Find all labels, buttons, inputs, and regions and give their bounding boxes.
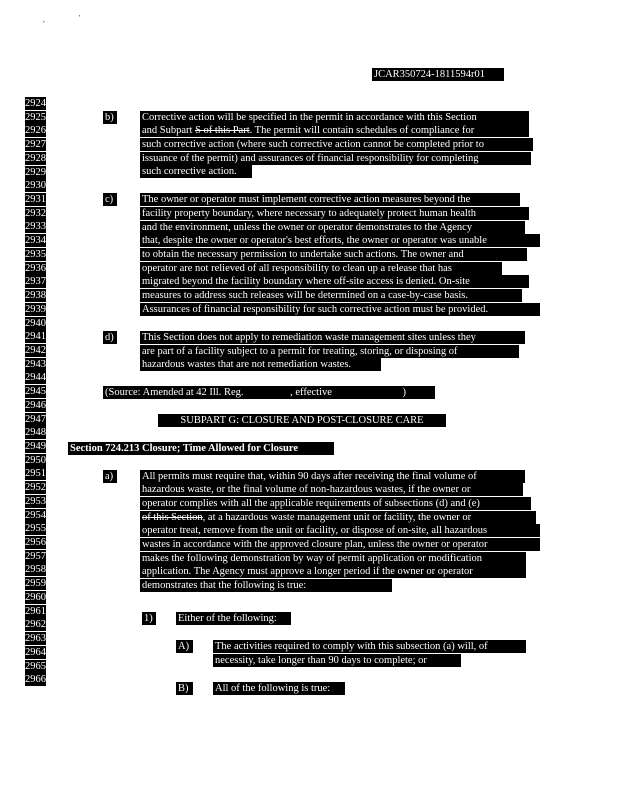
line-number: 2944 <box>25 372 46 383</box>
para-c-line: to obtain the necessary permission to undertake such actions. The owner and <box>140 248 527 261</box>
para-c-line: migrated beyond the facility boundary where off-site access is denied. On-site <box>140 275 529 288</box>
para-a-label: a) <box>103 470 117 483</box>
para-b-line: issuance of the permit) and assurances of financial responsibility for completing <box>140 152 531 165</box>
line-number: 2959 <box>25 578 46 589</box>
line-number: 2925 <box>25 112 46 123</box>
para-a-line: All permits must require that, within 90 days after receiving the final volume of <box>140 470 525 483</box>
para-c-line: Assurances of financial responsibility for such corrective action must be provided. <box>140 303 540 316</box>
para-c-label: c) <box>103 193 117 206</box>
line-number: 2938 <box>25 290 46 301</box>
line-number: 2939 <box>25 304 46 315</box>
line-number: 2966 <box>25 674 46 685</box>
para-a-line: of this Section, at a hazardous waste management unit or facility, the owner or <box>140 511 536 524</box>
item-a-label: A) <box>176 640 193 653</box>
subpart-heading: SUBPART G: CLOSURE AND POST-CLOSURE CARE <box>158 414 446 427</box>
line-number: 2949 <box>25 441 46 452</box>
line-number: 2936 <box>25 263 46 274</box>
deleted-text: S of this Part <box>195 125 250 136</box>
para-a-line: demonstrates that the following is true: <box>140 579 392 592</box>
item-1-label: 1) <box>142 612 156 625</box>
para-c-line: facility property boundary, where necessary to adequately protect human health <box>140 207 529 220</box>
section-heading: Section 724.213 Closure; Time Allowed for Closure <box>68 442 334 455</box>
deleted-text: of this Section <box>142 512 203 523</box>
source-note: (Source: Amended at 42 Ill. Reg. , effective ) <box>103 386 435 399</box>
item-1-text: Either of the following: <box>176 612 291 625</box>
para-a-line: hazardous waste, or the final volume of non-hazardous wastes, if the owner or <box>140 483 523 496</box>
line-number: 2952 <box>25 482 46 493</box>
line-number: 2924 <box>25 98 46 109</box>
para-c-line: that, despite the owner or operator's best efforts, the owner or operator was unable <box>140 234 540 247</box>
line-number: 2941 <box>25 331 46 342</box>
para-b-line: such corrective action. <box>140 165 252 178</box>
item-b-text: All of the following is true: <box>213 682 345 695</box>
line-number: 2926 <box>25 125 46 136</box>
line-number: 2928 <box>25 153 46 164</box>
para-b-line: and Subpart S of this Part. The permit will contain schedules of compliance for <box>140 124 529 137</box>
line-number: 2948 <box>25 427 46 438</box>
line-number: 2945 <box>25 386 46 397</box>
line-number: 2934 <box>25 235 46 246</box>
para-d-label: d) <box>103 331 117 344</box>
line-number: 2960 <box>25 592 46 603</box>
line-number: 2957 <box>25 551 46 562</box>
line-number: 2929 <box>25 167 46 178</box>
line-number: 2965 <box>25 661 46 672</box>
line-number: 2955 <box>25 523 46 534</box>
para-c-line: The owner or operator must implement corrective action measures beyond the <box>140 193 520 206</box>
line-number: 2935 <box>25 249 46 260</box>
line-number: 2946 <box>25 400 46 411</box>
para-b-label: b) <box>103 111 117 124</box>
line-number: 2933 <box>25 221 46 232</box>
line-number: 2964 <box>25 647 46 658</box>
para-a-line: operator complies with all the applicable requirements of subsections (d) and (e) <box>140 497 531 510</box>
line-number: 2932 <box>25 208 46 219</box>
para-b-line: such corrective action (where such corrective action cannot be completed prior to <box>140 138 533 151</box>
para-d-line: hazardous wastes that are not remediation wastes. <box>140 358 381 371</box>
line-number: 2956 <box>25 537 46 548</box>
line-number: 2943 <box>25 359 46 370</box>
line-number: 2962 <box>25 619 46 630</box>
scan-speck: ' <box>79 14 81 22</box>
line-number: 2958 <box>25 564 46 575</box>
line-number: 2940 <box>25 318 46 329</box>
line-number: 2937 <box>25 276 46 287</box>
para-a-line: operator treat, remove from the unit or facility, or dispose of on-site, all hazardous <box>140 524 540 537</box>
item-b-label: B) <box>176 682 193 695</box>
line-number: 2942 <box>25 345 46 356</box>
para-a-line: makes the following demonstration by way of permit application or modification <box>140 552 526 565</box>
para-a-line: application. The Agency must approve a longer period if the owner or operator <box>140 565 526 578</box>
item-a-line: necessity, take longer than 90 days to complete; or <box>213 654 461 667</box>
line-number: 2930 <box>25 180 46 191</box>
para-d-line: This Section does not apply to remediation waste management sites unless they <box>140 331 525 344</box>
line-number: 2931 <box>25 194 46 205</box>
line-number: 2950 <box>25 455 46 466</box>
para-d-line: are part of a facility subject to a permit for treating, storing, or disposing of <box>140 345 519 358</box>
para-c-line: and the environment, unless the owner or operator demonstrates to the Agency <box>140 221 525 234</box>
line-number: 2927 <box>25 139 46 150</box>
para-c-line: measures to address such releases will be determined on a case-by-case basis. <box>140 289 522 302</box>
line-number: 2954 <box>25 510 46 521</box>
para-c-line: operator are not relieved of all responsibility to clean up a release that has <box>140 262 502 275</box>
document-id: JCAR350724-1811594r01 <box>372 68 504 81</box>
para-a-line: wastes in accordance with the approved closure plan, unless the owner or operator <box>140 538 540 551</box>
scan-speck: , <box>43 16 45 24</box>
item-a-line: The activities required to comply with this subsection (a) will, of <box>213 640 526 653</box>
line-number: 2951 <box>25 468 46 479</box>
line-number: 2953 <box>25 496 46 507</box>
para-b-line: Corrective action will be specified in the permit in accordance with this Section <box>140 111 529 124</box>
line-number: 2963 <box>25 633 46 644</box>
line-number: 2947 <box>25 414 46 425</box>
line-number: 2961 <box>25 606 46 617</box>
